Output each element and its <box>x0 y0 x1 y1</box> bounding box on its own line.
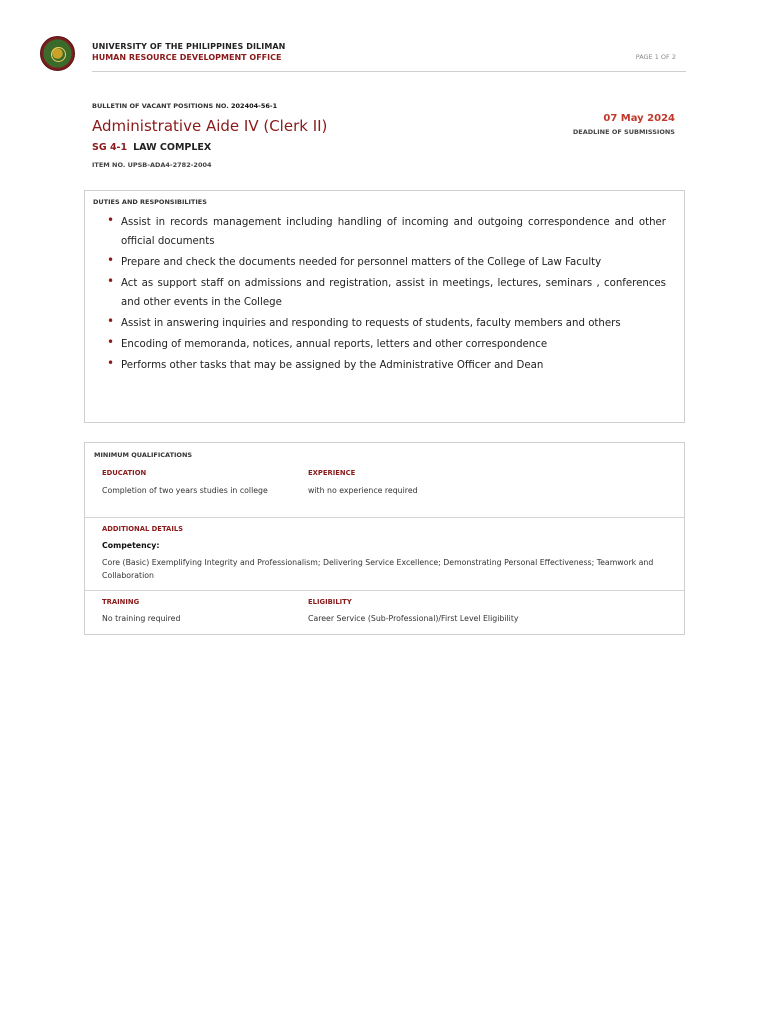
row-divider <box>85 517 684 518</box>
university-seal-icon <box>40 36 75 71</box>
bulletin-prefix: BULLETIN OF VACANT POSITIONS NO. <box>92 102 229 110</box>
qualifications-section <box>84 442 685 635</box>
additional-details-label: ADDITIONAL DETAILS <box>102 525 184 533</box>
training-label: TRAINING <box>102 598 140 606</box>
list-item: • Assist in answering inquiries and responding to requests of students, faculty members and others <box>105 314 666 333</box>
list-item: • Prepare and check the documents needed for personnel matters of the College of Law Faculty <box>105 253 666 272</box>
page-number: PAGE 1 OF 2 <box>635 53 676 61</box>
qualifications-title: MINIMUM QUALIFICATIONS <box>94 451 193 459</box>
education-label: EDUCATION <box>102 469 147 477</box>
list-item: • Act as support staff on admissions and registration, assist in meetings, lectures, seminars , conferences and other events in the College <box>105 274 666 312</box>
salary-grade: SG 4-1 <box>92 142 128 153</box>
item-number: ITEM NO. UPSB-ADA4-2782-2004 <box>92 161 212 169</box>
bulletin-id: 202404-56-1 <box>231 102 278 110</box>
position-title: Administrative Aide IV (Clerk II) <box>92 117 328 135</box>
position-location: LAW COMPLEX <box>133 142 212 153</box>
deadline-label: DEADLINE OF SUBMISSIONS <box>572 128 675 136</box>
row-divider <box>85 590 684 591</box>
experience-label: EXPERIENCE <box>308 469 356 477</box>
page-header <box>40 36 686 72</box>
header-divider <box>92 71 686 72</box>
competency-label: Competency: <box>102 541 160 550</box>
office-name: HUMAN RESOURCE DEVELOPMENT OFFICE <box>92 53 282 62</box>
bulletin-number <box>92 102 277 110</box>
experience-value: with no experience required <box>308 486 418 495</box>
education-value: Completion of two years studies in college <box>102 486 268 495</box>
university-name: UNIVERSITY OF THE PHILIPPINES DILIMAN <box>92 42 286 51</box>
competency-value: Core (Basic) Exemplifying Integrity and Professionalism; Delivering Service Excellence; Demonstrating Personal Effectiveness; Teamwork and Collaboration <box>102 558 654 580</box>
list-item: • Assist in records management including handling of incoming and outgoing correspondence and other official documents <box>105 213 666 251</box>
deadline-date: 07 May 2024 <box>603 113 675 124</box>
training-value: No training required <box>102 614 181 623</box>
duties-title: DUTIES AND RESPONSIBILITIES <box>93 198 207 206</box>
list-item: • Performs other tasks that may be assigned by the Administrative Officer and Dean <box>105 356 666 375</box>
eligibility-value: Career Service (Sub-Professional)/First Level Eligibility <box>308 614 519 623</box>
duties-list <box>105 213 666 377</box>
duties-section <box>84 190 685 423</box>
list-item: • Encoding of memoranda, notices, annual reports, letters and other correspondence <box>105 335 666 354</box>
salary-grade-line <box>92 142 211 153</box>
eligibility-label: ELIGIBILITY <box>308 598 352 606</box>
